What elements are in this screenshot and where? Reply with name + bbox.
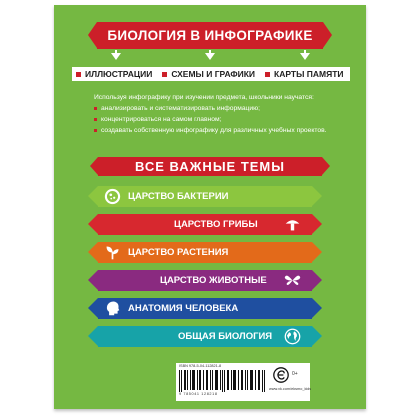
sprout-icon xyxy=(104,244,121,261)
mushroom-icon xyxy=(284,216,301,233)
isbn-number: ISBN 978-5-04-112821-8 xyxy=(179,364,222,368)
publisher-logo-icon xyxy=(273,367,289,383)
topic-label: ЦАРСТВО БАКТЕРИИ xyxy=(128,191,229,202)
intro-block xyxy=(94,92,354,136)
bullet-item xyxy=(94,114,354,125)
topic-label: ЦАРСТВО ЖИВОТНЫЕ xyxy=(160,275,267,286)
topic-bar-bacteria xyxy=(98,186,312,207)
topic-bar-plants xyxy=(98,242,312,263)
barcode-block xyxy=(176,363,310,401)
title-banner xyxy=(97,22,323,49)
intro-text: Используя инфографику при изучении предмета, школьники научатся: xyxy=(94,94,314,101)
down-arrow-icon xyxy=(111,53,121,60)
topic-label: АНАТОМИЯ ЧЕЛОВЕКА xyxy=(128,303,239,314)
book-back-cover xyxy=(54,5,366,409)
bullet-item xyxy=(94,125,354,136)
topic-bar-animals xyxy=(98,270,312,291)
themes-banner xyxy=(98,157,322,176)
square-bullet-icon xyxy=(76,72,81,77)
tag-label: СХЕМЫ И ГРАФИКИ xyxy=(171,69,256,79)
bullet-item xyxy=(94,103,354,114)
topic-label: ЦАРСТВО РАСТЕНИЯ xyxy=(128,247,229,258)
square-bullet-icon xyxy=(94,107,97,110)
bullet-text: анализировать и систематизировать информацию; xyxy=(101,105,260,112)
barcode-number: 9 785041 128218 xyxy=(179,392,218,396)
tag-schemes xyxy=(158,67,261,81)
tag-label: КАРТЫ ПАМЯТИ xyxy=(274,69,344,79)
square-bullet-icon xyxy=(162,72,167,77)
square-bullet-icon xyxy=(265,72,270,77)
bullet-text: концентрироваться на самом главном; xyxy=(101,116,222,123)
publisher-url: www.vk.com/eksmo_kids xyxy=(269,387,312,391)
globe-icon xyxy=(284,328,301,345)
down-arrow-icon xyxy=(300,53,310,60)
head-icon xyxy=(104,300,121,317)
square-bullet-icon xyxy=(94,118,97,121)
bacteria-icon xyxy=(104,188,121,205)
square-bullet-icon xyxy=(94,129,97,132)
topic-bar-anatomy xyxy=(98,298,312,319)
barcode-icon xyxy=(179,370,267,392)
age-rating: 0+ xyxy=(292,371,298,377)
tag-label: ИЛЛЮСТРАЦИИ xyxy=(85,69,153,79)
themes-heading: ВСЕ ВАЖНЫЕ ТЕМЫ xyxy=(134,159,285,174)
topic-bar-general-biology xyxy=(98,326,312,347)
tag-memory-maps xyxy=(261,67,350,81)
feature-tags xyxy=(72,67,348,81)
topic-bar-fungi xyxy=(98,214,312,235)
cover-title: БИОЛОГИЯ В ИНФОГРАФИКЕ xyxy=(107,28,313,43)
topic-label: ЦАРСТВО ГРИБЫ xyxy=(174,219,258,230)
butterfly-icon xyxy=(284,272,301,289)
topic-label: ОБЩАЯ БИОЛОГИЯ xyxy=(178,331,273,342)
bullet-text: создавать собственную инфографику для различных учебных проектов. xyxy=(101,127,327,134)
down-arrow-icon xyxy=(205,53,215,60)
tag-illustrations xyxy=(72,67,158,81)
